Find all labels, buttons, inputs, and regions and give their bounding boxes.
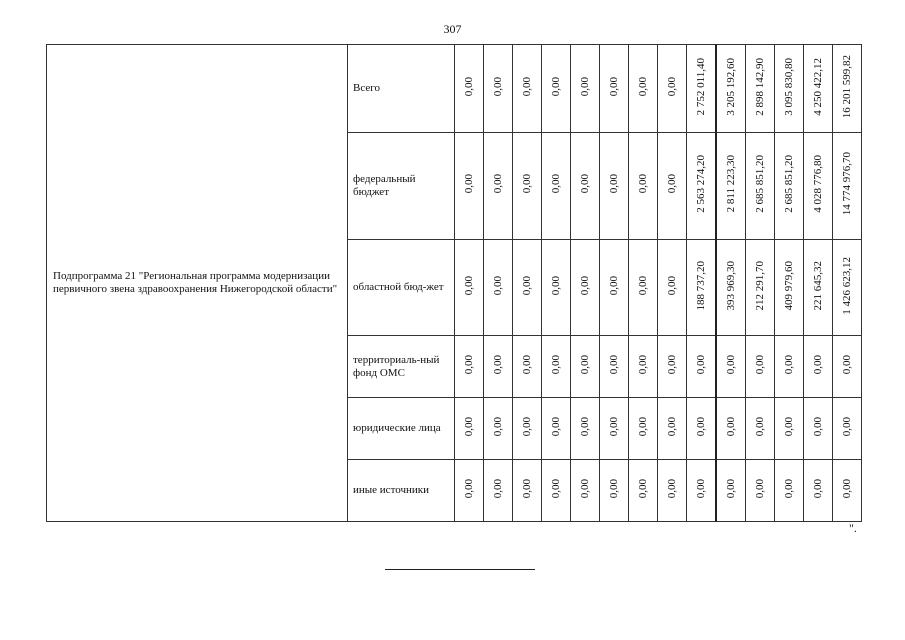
funding-table-body [47,45,862,522]
amount-value: 0,00 [782,354,795,375]
amount-cell [804,460,833,522]
amount-value: 0,00 [636,416,649,437]
closing-quote-mark: ". [849,521,857,535]
program-title-cell [47,45,348,522]
amount-value: 393 969,30 [724,260,737,311]
amount-cell [775,45,804,133]
amount-cell [542,460,571,522]
amount-value: 221 645,32 [811,260,824,311]
amount-value: 0,00 [491,174,504,194]
amount-value: 0,00 [549,275,562,296]
amount-value: 0,00 [665,76,678,97]
amount-value: 0,00 [782,478,795,499]
amount-value: 0,00 [840,478,853,499]
amount-cell [513,133,542,240]
amount-value: 0,00 [665,174,678,194]
funding-source-label: Всего [348,45,455,133]
amount-cell [600,45,629,133]
amount-cell [716,45,746,133]
amount-value: 0,00 [665,275,678,296]
amount-value: 0,00 [462,354,475,375]
amount-value: 0,00 [724,416,737,437]
amount-cell [775,133,804,240]
amount-value: 0,00 [520,275,533,296]
amount-cell [746,240,775,336]
amount-value: 0,00 [694,354,707,375]
amount-value: 2 563 274,20 [694,155,707,213]
amount-cell [804,45,833,133]
amount-cell [629,398,658,460]
amount-value: 0,00 [520,416,533,437]
funding-source-label: областной бюд-жет [348,240,455,336]
amount-cell [775,240,804,336]
amount-cell [484,45,513,133]
amount-value: 0,00 [549,478,562,499]
amount-value: 0,00 [665,478,678,499]
amount-cell [746,133,775,240]
amount-cell [687,460,717,522]
amount-cell [542,336,571,398]
amount-value: 0,00 [491,275,504,296]
amount-cell [455,460,484,522]
amount-value: 0,00 [520,354,533,375]
amount-cell [513,240,542,336]
amount-value: 0,00 [753,354,766,375]
amount-cell [658,240,687,336]
amount-cell [716,336,746,398]
amount-cell [600,336,629,398]
amount-cell [687,240,717,336]
amount-value: 188 737,20 [694,260,707,311]
amount-cell [658,45,687,133]
amount-cell [600,460,629,522]
amount-cell [513,398,542,460]
amount-cell [484,336,513,398]
amount-cell [571,398,600,460]
amount-cell [804,133,833,240]
amount-cell [687,336,717,398]
amount-value: 0,00 [549,174,562,194]
amount-value: 0,00 [724,478,737,499]
amount-cell [746,45,775,133]
amount-value: 2 898 142,90 [753,57,766,116]
amount-value: 0,00 [462,174,475,194]
amount-value: 0,00 [607,275,620,296]
amount-cell [513,336,542,398]
amount-cell [804,240,833,336]
amount-value: 0,00 [462,275,475,296]
amount-cell [687,45,717,133]
amount-value: 0,00 [549,76,562,97]
amount-cell [455,45,484,133]
amount-cell [484,398,513,460]
amount-cell [833,45,862,133]
amount-value: 0,00 [578,174,591,194]
amount-cell [658,336,687,398]
amount-value: 0,00 [578,76,591,97]
amount-cell [571,460,600,522]
amount-value: 0,00 [840,416,853,437]
amount-cell [687,398,717,460]
amount-cell [542,133,571,240]
footer-divider-line [385,569,535,570]
amount-value: 2 685 851,20 [782,155,795,213]
amount-cell [833,133,862,240]
amount-value: 0,00 [607,416,620,437]
amount-cell [455,133,484,240]
amount-cell [775,460,804,522]
amount-value: 0,00 [491,416,504,437]
amount-cell [629,240,658,336]
table-row [47,45,862,133]
amount-cell [513,45,542,133]
amount-value: 0,00 [520,174,533,194]
amount-value: 0,00 [607,354,620,375]
amount-value: 0,00 [491,76,504,97]
amount-cell [600,133,629,240]
amount-cell [833,240,862,336]
amount-value: 0,00 [636,478,649,499]
amount-cell [833,336,862,398]
amount-value: 0,00 [462,416,475,437]
amount-value: 0,00 [636,354,649,375]
amount-cell [833,398,862,460]
amount-value: 2 752 011,40 [694,57,707,116]
funding-source-label: юридические лица [348,398,455,460]
amount-cell [484,133,513,240]
amount-value: 0,00 [665,354,678,375]
amount-value: 0,00 [607,478,620,499]
amount-value: 3 205 192,60 [724,57,737,116]
amount-value: 16 201 599,82 [840,54,853,119]
amount-value: 0,00 [636,275,649,296]
amount-value: 2 811 223,30 [724,155,737,213]
amount-value: 0,00 [753,478,766,499]
amount-cell [804,398,833,460]
amount-cell [455,336,484,398]
amount-value: 0,00 [549,416,562,437]
amount-cell [804,336,833,398]
amount-cell [746,460,775,522]
amount-value: 0,00 [665,416,678,437]
amount-cell [484,460,513,522]
amount-cell [716,398,746,460]
amount-value: 0,00 [578,354,591,375]
amount-cell [775,398,804,460]
amount-cell [513,460,542,522]
funding-source-label: иные источники [348,460,455,522]
amount-cell [542,240,571,336]
amount-cell [571,336,600,398]
amount-value: 0,00 [520,76,533,97]
amount-cell [600,398,629,460]
amount-value: 0,00 [491,478,504,499]
amount-value: 0,00 [462,478,475,499]
amount-value: 0,00 [636,76,649,97]
amount-value: 0,00 [811,416,824,437]
amount-cell [571,240,600,336]
amount-value: 0,00 [694,416,707,437]
amount-cell [746,336,775,398]
amount-cell [833,460,862,522]
amount-value: 4 250 422,12 [811,57,824,116]
amount-cell [775,336,804,398]
amount-cell [629,133,658,240]
funding-source-label: федеральный бюджет [348,133,455,240]
amount-cell [746,398,775,460]
amount-value: 14 774 976,70 [840,152,853,216]
amount-value: 0,00 [840,354,853,375]
amount-value: 0,00 [782,416,795,437]
amount-value: 3 095 830,80 [782,57,795,116]
amount-value: 0,00 [753,416,766,437]
amount-cell [629,460,658,522]
amount-value: 0,00 [578,478,591,499]
amount-value: 0,00 [811,478,824,499]
amount-cell [571,133,600,240]
amount-value: 0,00 [636,174,649,194]
program-title: Подпрограмма 21 "Региональная программа модернизации первичного звена здравоохранения Нижегородской области" [53,270,338,295]
funding-table [46,44,862,522]
amount-cell [629,45,658,133]
amount-cell [455,398,484,460]
amount-value: 2 685 851,20 [753,155,766,213]
amount-value: 0,00 [549,354,562,375]
amount-value: 409 979,60 [782,260,795,311]
amount-cell [455,240,484,336]
amount-cell [484,240,513,336]
amount-value: 1 426 623,12 [840,256,853,315]
amount-cell [658,460,687,522]
amount-cell [600,240,629,336]
amount-cell [716,240,746,336]
amount-value: 212 291,70 [753,260,766,311]
amount-value: 0,00 [724,354,737,375]
amount-value: 0,00 [578,275,591,296]
amount-cell [542,45,571,133]
amount-value: 0,00 [578,416,591,437]
amount-value: 0,00 [491,354,504,375]
funding-source-label: территориаль-ный фонд ОМС [348,336,455,398]
amount-cell [716,460,746,522]
amount-value: 0,00 [607,174,620,194]
amount-cell [658,398,687,460]
amount-value: 0,00 [520,478,533,499]
amount-cell [542,398,571,460]
amount-value: 0,00 [607,76,620,97]
amount-cell [571,45,600,133]
amount-value: 0,00 [811,354,824,375]
amount-cell [716,133,746,240]
page-number: 307 [443,22,462,36]
amount-cell [629,336,658,398]
amount-value: 4 028 776,80 [811,155,824,213]
amount-cell [658,133,687,240]
amount-value: 0,00 [462,76,475,97]
amount-cell [687,133,717,240]
amount-value: 0,00 [694,478,707,499]
